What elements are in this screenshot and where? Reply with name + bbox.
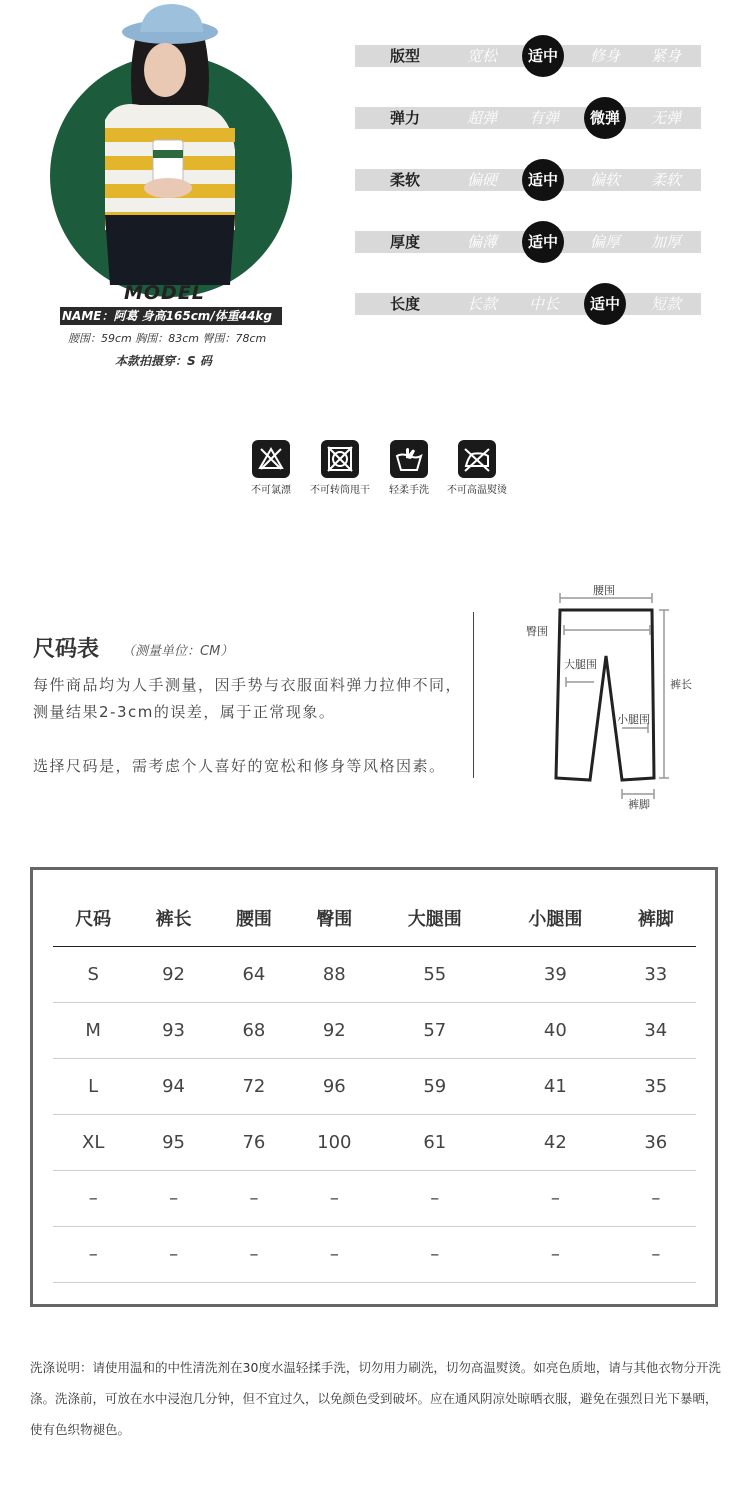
care-item-no-bleach: [248, 440, 294, 496]
attr-row-thickness: [355, 231, 701, 253]
table-cell: 76: [214, 1114, 294, 1170]
attr-option: 柔软: [650, 171, 681, 189]
attr-option: 偏硬: [466, 171, 497, 189]
table-cell: –: [616, 1226, 696, 1282]
table-cell: –: [214, 1226, 294, 1282]
table-cell: 93: [133, 1002, 213, 1058]
attr-option: 有弹: [528, 109, 559, 127]
attr-label: 厚度: [389, 233, 420, 251]
table-cell: –: [53, 1170, 133, 1226]
care-label: 不可高温熨烫: [447, 485, 507, 496]
table-cell: 72: [214, 1058, 294, 1114]
table-cell: 61: [375, 1114, 496, 1170]
table-cell: L: [53, 1058, 133, 1114]
table-row: [53, 1002, 696, 1058]
attr-row-fit: [355, 45, 701, 67]
attr-option-selected: 微弹: [584, 97, 626, 139]
attr-label: 弹力: [389, 109, 420, 127]
hand-wash-icon: [390, 440, 428, 478]
model-wearing-size: 本款拍摄穿：S 码: [115, 354, 212, 368]
care-item-no-tumble-dry: [306, 440, 374, 496]
table-cell: 92: [294, 1002, 374, 1058]
size-chart-note: 每件商品均为人手测量，因手势与衣服面料弹力拉伸不同，测量结果2-3cm的误差，属于正常现象。: [33, 676, 463, 721]
table-cell: 34: [616, 1002, 696, 1058]
table-cell: M: [53, 1002, 133, 1058]
model-section: [0, 0, 340, 380]
table-cell: 68: [214, 1002, 294, 1058]
diagram-label-hem: 裤脚: [628, 798, 650, 811]
table-cell: –: [616, 1170, 696, 1226]
table-cell: 40: [495, 1002, 616, 1058]
table-cell: –: [294, 1170, 374, 1226]
table-cell: –: [375, 1170, 496, 1226]
table-cell: 42: [495, 1114, 616, 1170]
table-cell: 35: [616, 1058, 696, 1114]
table-cell: 100: [294, 1114, 374, 1170]
column-header: 腰围: [214, 890, 294, 946]
table-row: [53, 1058, 696, 1114]
table-cell: 36: [616, 1114, 696, 1170]
table-row: [53, 1226, 696, 1282]
column-header: 裤长: [133, 890, 213, 946]
size-table: [53, 890, 696, 1283]
attr-option: 偏薄: [466, 233, 497, 251]
care-label: 轻柔手洗: [389, 485, 429, 496]
model-photo: [95, 0, 245, 290]
attr-label: 柔软: [389, 171, 420, 189]
size-table-frame: [30, 867, 718, 1307]
attr-option: 加厚: [650, 233, 681, 251]
table-cell: 57: [375, 1002, 496, 1058]
attr-row-softness: [355, 169, 701, 191]
attr-option-selected: 适中: [522, 35, 564, 77]
care-label: 不可氯漂: [251, 485, 291, 496]
table-header-row: [53, 890, 696, 946]
no-iron-icon: [458, 440, 496, 478]
model-measurements: 腰围：59cm 胸围：83cm 臀围：78cm: [68, 332, 267, 345]
table-row: [53, 1170, 696, 1226]
attr-option-selected: 适中: [522, 159, 564, 201]
size-chart-advice: 选择尺码是，需考虑个人喜好的宽松和修身等风格因素。: [33, 757, 446, 775]
column-header: 大腿围: [375, 890, 496, 946]
table-cell: 95: [133, 1114, 213, 1170]
attr-option: 偏厚: [589, 233, 620, 251]
care-item-hand-wash: [385, 440, 433, 496]
diagram-label-waist: 腰围: [593, 584, 615, 597]
table-cell: –: [375, 1226, 496, 1282]
column-header: 裤脚: [616, 890, 696, 946]
model-heading: MODEL: [124, 282, 205, 304]
attr-option-selected: 适中: [584, 283, 626, 325]
table-cell: 59: [375, 1058, 496, 1114]
table-cell: –: [133, 1226, 213, 1282]
attr-option: 修身: [589, 47, 620, 65]
attr-option: 长款: [466, 295, 497, 313]
attr-option: 超弹: [466, 109, 497, 127]
table-row: [53, 1114, 696, 1170]
vertical-divider: [473, 612, 474, 778]
attr-label: 版型: [389, 47, 420, 65]
care-item-no-iron: [443, 440, 511, 496]
diagram-label-length: 裤长: [670, 678, 692, 691]
no-bleach-icon: [252, 440, 290, 478]
column-header: 尺码: [53, 890, 133, 946]
attr-option-selected: 适中: [522, 221, 564, 263]
table-cell: 33: [616, 946, 696, 1002]
column-header: 小腿围: [495, 890, 616, 946]
diagram-label-hip: 臀围: [526, 625, 548, 638]
table-cell: 55: [375, 946, 496, 1002]
size-chart-title: 尺码表: [33, 637, 100, 662]
attr-row-length: [355, 293, 701, 315]
care-instructions: [0, 440, 750, 500]
table-cell: –: [495, 1226, 616, 1282]
table-cell: –: [133, 1170, 213, 1226]
fabric-attributes: [355, 45, 701, 355]
diagram-label-thigh: 大腿围: [564, 658, 597, 671]
attr-option: 宽松: [466, 47, 497, 65]
table-cell: 92: [133, 946, 213, 1002]
no-tumble-dry-icon: [321, 440, 359, 478]
table-cell: 39: [495, 946, 616, 1002]
table-cell: 94: [133, 1058, 213, 1114]
table-cell: –: [53, 1226, 133, 1282]
table-cell: 41: [495, 1058, 616, 1114]
attr-option: 无弹: [650, 109, 681, 127]
attr-option: 短款: [650, 295, 681, 313]
table-cell: –: [214, 1170, 294, 1226]
table-cell: XL: [53, 1114, 133, 1170]
table-cell: –: [294, 1226, 374, 1282]
size-chart-unit: （测量单位：CM）: [122, 644, 234, 659]
attr-option: 中长: [528, 295, 559, 313]
attr-row-elasticity: [355, 107, 701, 129]
table-cell: 64: [214, 946, 294, 1002]
care-label: 不可转筒甩干: [310, 485, 370, 496]
model-name-bar: NAME：阿葛 身高165cm/体重44kg: [60, 307, 282, 325]
table-row: [53, 946, 696, 1002]
attr-option: 偏软: [589, 171, 620, 189]
table-cell: 96: [294, 1058, 374, 1114]
table-cell: –: [495, 1170, 616, 1226]
attr-option: 紧身: [650, 47, 681, 65]
diagram-label-calf: 小腿围: [617, 713, 650, 726]
table-cell: S: [53, 946, 133, 1002]
washing-instructions: 洗涤说明：请使用温和的中性清洗剂在30度水温轻揉手洗，切勿用力刷洗，切勿高温熨烫。如亮色质地，请与其他衣物分开洗涤。洗涤前，可放在水中浸泡几分钟，但不宜过久，以免颜色受到破坏。应在通风阴凉处晾晒衣服，避免在强烈日光下暴晒，使有色织物褪色。: [30, 1360, 721, 1437]
attr-label: 长度: [389, 295, 420, 313]
table-cell: 88: [294, 946, 374, 1002]
pants-measure-diagram: [510, 578, 710, 813]
column-header: 臀围: [294, 890, 374, 946]
